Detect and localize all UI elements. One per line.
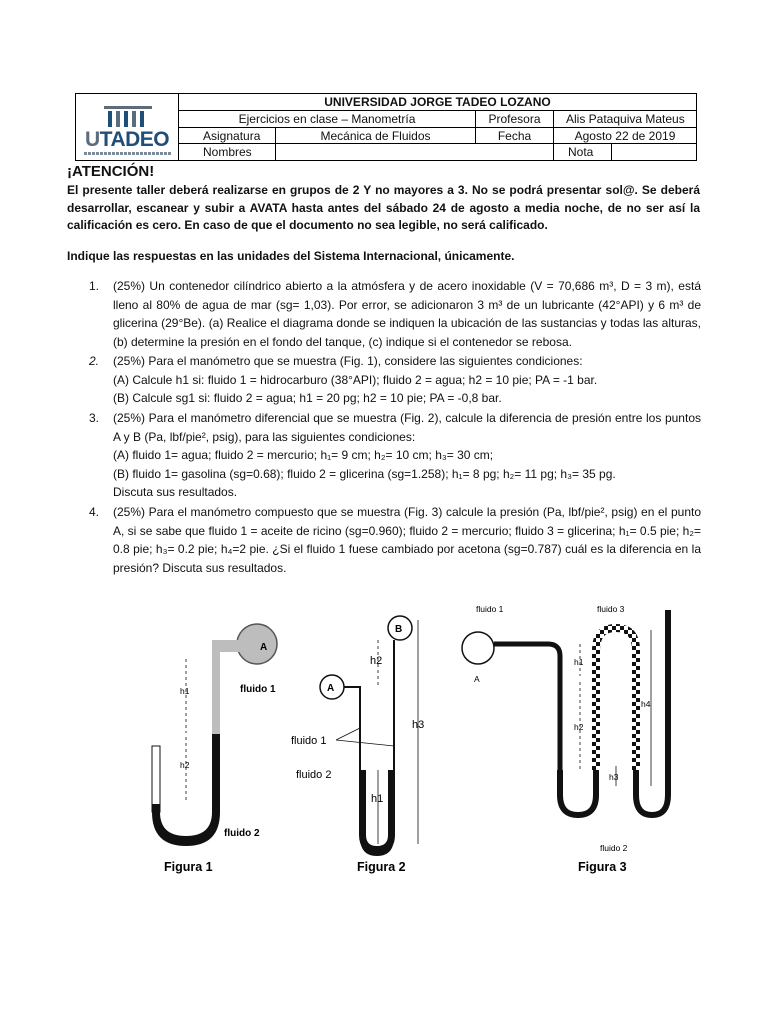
left-u-bend [560, 770, 596, 815]
fluid-2-fill [360, 770, 394, 856]
point-b-label: B [395, 624, 403, 635]
logo-text-rest: TADEO [99, 128, 170, 151]
grade-label: Nota [554, 144, 612, 160]
question-number: 2. [89, 354, 100, 368]
figures-area [0, 590, 768, 890]
fluid-1-label: fluido 1 [240, 684, 276, 695]
fluid-1-label: fluido 1 [476, 604, 504, 614]
question-item-b: (B) Calcule sg1 si: fluido 2 = agua; h1 = 20 pg; h2 = 10 pie; PA = -0,8 bar. [113, 391, 502, 405]
figure-3 [462, 604, 668, 874]
logo-text-u: U [85, 128, 100, 151]
fluid-1-column [212, 646, 220, 734]
fluid-2-label: fluido 2 [224, 828, 260, 839]
header-table [75, 93, 697, 161]
right-u-bend [636, 610, 668, 815]
question-text: (25%) Para el manómetro diferencial que se muestra (Fig. 2), calcule la diferencia de presión entre los puntos A y B (Pa, lbf/pie², psig), para las siguientes condiciones: [113, 411, 701, 444]
h4-label: h4 [641, 699, 651, 709]
fluid-2-right-column [212, 734, 220, 812]
grade-field[interactable] [612, 144, 696, 160]
figure-2 [291, 616, 424, 874]
date-label: Fecha [476, 128, 554, 144]
subject-value: Mecánica de Fluidos [276, 128, 476, 144]
h2-label: h2 [180, 760, 190, 770]
h3-label: h3 [609, 772, 619, 782]
h3-label: h3 [412, 719, 425, 731]
fluid-3-arch [596, 628, 636, 770]
question-2 [89, 352, 701, 408]
date-value: Agosto 22 de 2019 [554, 128, 696, 144]
figure-2-caption: Figura 2 [357, 860, 406, 874]
left-tube [152, 746, 160, 812]
names-label: Nombres [179, 144, 276, 160]
question-number: 1. [89, 279, 100, 293]
figure-1 [152, 624, 277, 874]
vessel-a [237, 624, 277, 664]
logo-subtitle-mark [84, 152, 172, 155]
figure-1-caption: Figura 1 [164, 860, 213, 874]
logo-text [85, 128, 169, 152]
subject-label: Asignatura [179, 128, 276, 144]
question-text: (25%) Para el manómetro que se muestra (Fig. 1), considere las siguientes condiciones: [113, 354, 583, 368]
question-item-a: (A) fluido 1= agua; fluido 2 = mercurio; h₁= 9 cm; h₂= 10 cm; h₃= 30 cm; [113, 448, 494, 462]
point-a-label: A [327, 683, 335, 694]
vessel-a [462, 632, 494, 664]
question-item-b: (B) fluido 1= gasolina (sg=0.68); fluido 2 = glicerina (sg=1.258); h₁= 8 pg; h₂= 11 pg; h₃= 35 pg. [113, 466, 616, 481]
fluid-1-pointer-2 [336, 740, 394, 746]
u-bend [152, 812, 220, 846]
question-closing: Discuta sus resultados. [113, 485, 238, 499]
warning-paragraph: El presente taller deberá realizarse en grupos de 2 Y no mayores a 3. No se podrá presentar sol@. Se deberá desarrollar, escanear y subir a AVATA hasta antes del sábado 24 de agosto a media noche, de no ser así la calificación es cero. En caso de que el documento no sea legible, no será calificado. [67, 183, 700, 232]
fluid-2-label: fluido 2 [600, 843, 628, 853]
question-4 [89, 503, 701, 577]
fluid-1-pipe [494, 644, 560, 770]
fluid-1-label: fluido 1 [291, 735, 327, 747]
university-name: UNIVERSIDAD JORGE TADEO LOZANO [179, 94, 696, 111]
figure-3-caption: Figura 3 [578, 860, 627, 874]
fluid-1-pointer [336, 728, 360, 740]
names-field[interactable] [276, 144, 554, 160]
attention-heading: ¡ATENCIÓN! [67, 163, 155, 180]
question-text: (25%) Para el manómetro compuesto que se muestra (Fig. 3) calcule la presión (Pa, lbf/pie², psig) en el punto A, si se sabe que fluido 1 = aceite de ricino (sg=0.960); fluido 2 = mercurio; fluido 3 = glicerina; h₁= 0.5 pie; h₂= 0.8 pie; h₃= 0.2 pie; h₄=2 pie. ¿Si el fluido 1 fuese cambiado por acetona (sg=0.787) cuál es la diferencia en la presión? Discuta sus resultados. [113, 505, 701, 575]
professor-label: Profesora [476, 111, 554, 128]
university-logo [76, 94, 179, 160]
h2-label: h2 [574, 722, 584, 732]
fluid-2-label: fluido 2 [296, 769, 332, 781]
question-item-a: (A) Calcule h1 si: fluido 1 = hidrocarburo (38°API); fluido 2 = agua; h2 = 10 pie; PA = -1 bar. [113, 372, 598, 387]
point-a-label: A [474, 674, 480, 684]
fluid-3-label: fluido 3 [597, 604, 625, 614]
question-text: (25%) Un contenedor cilíndrico abierto a la atmósfera y de acero inoxidable (V = 70,686 m³, D = 3 m), está lleno al 80% de agua de mar (sg= 1,03). Por error, se adicionaron 3 m³ de un lubricante (42°API) y 6 m³ de glicerina (29°Be). (a) Realice el diagrama donde se indiquen la ubicación de las sustancias y todas las alturas, (b) determine la presión en el fondo del tanque, (c) indique si el contenedor se rebosa. [113, 279, 701, 349]
u-tube-outline [344, 640, 394, 852]
h1-label: h1 [371, 793, 384, 805]
question-number: 3. [89, 411, 100, 425]
units-note: Indique las respuestas en las unidades del Sistema Internacional, únicamente. [67, 249, 515, 263]
professor-name: Alis Pataquiva Mateus [554, 111, 696, 128]
course-title: Ejercicios en clase – Manometría [179, 111, 476, 128]
manometer-figures [0, 590, 768, 890]
question-1 [89, 277, 701, 351]
logo-columns-icon [104, 104, 152, 128]
question-3 [89, 409, 701, 502]
fluid-2-left [152, 804, 160, 812]
question-number: 4. [89, 505, 100, 519]
h1-label: h1 [180, 686, 190, 696]
h2-label: h2 [370, 655, 383, 667]
h1-label: h1 [574, 657, 584, 667]
point-a-label: A [260, 642, 268, 653]
